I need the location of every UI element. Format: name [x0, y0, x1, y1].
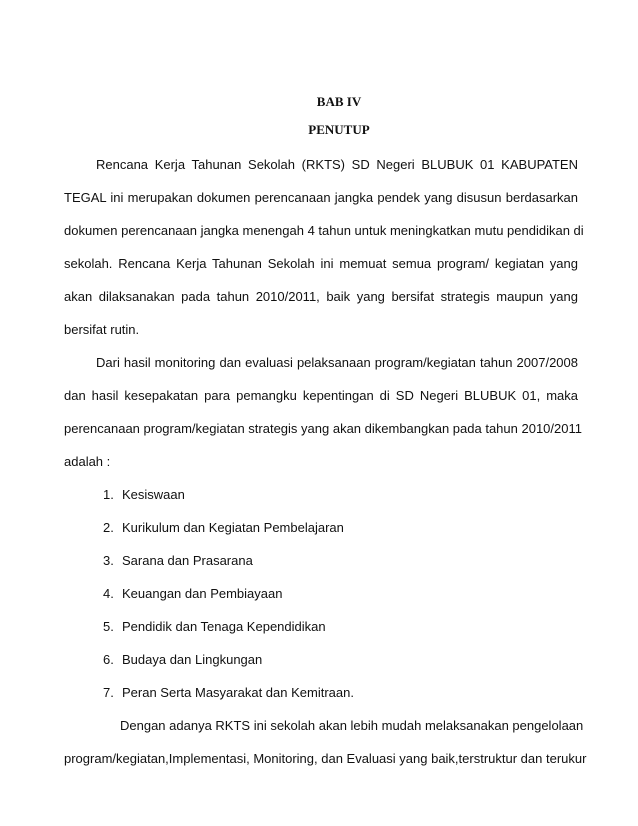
paragraph-line: Dari hasil monitoring dan evaluasi pelaksanaan program/kegiatan tahun 2007/2008 — [96, 355, 578, 370]
list-text: Budaya dan Lingkungan — [122, 652, 263, 667]
list-text: Pendidik dan Tenaga Kependidikan — [122, 619, 326, 634]
list-item — [103, 651, 262, 669]
paragraph-line: adalah : — [64, 454, 111, 469]
list-number: 6. — [103, 652, 114, 667]
paragraph-line: Rencana Kerja Tahunan Sekolah (RKTS) SD Negeri BLUBUK 01 KABUPATEN — [96, 157, 578, 172]
list-number: 2. — [103, 520, 114, 535]
paragraph-line: Dengan adanya RKTS ini sekolah akan lebih mudah melaksanakan pengelolaan — [120, 718, 584, 733]
paragraph-line: perencanaan program/kegiatan strategis yang akan dikembangkan pada tahun 2010/2011 — [64, 421, 582, 436]
list-item — [103, 552, 253, 570]
paragraph-line: program/kegiatan,Implementasi, Monitoring, dan Evaluasi yang baik,terstruktur dan terukur — [64, 751, 587, 766]
list-item — [103, 618, 326, 636]
list-item — [103, 684, 354, 702]
paragraph-line: sekolah. Rencana Kerja Tahunan Sekolah ini memuat semua program/ kegiatan yang — [64, 256, 578, 271]
list-text: Kurikulum dan Kegiatan Pembelajaran — [122, 520, 344, 535]
chapter-heading: BAB IV — [316, 94, 362, 109]
list-text: Sarana dan Prasarana — [122, 553, 253, 568]
list-number: 7. — [103, 685, 114, 700]
list-text: Keuangan dan Pembiayaan — [122, 586, 283, 601]
list-item — [103, 486, 185, 504]
paragraph-line: TEGAL ini merupakan dokumen perencanaan jangka pendek yang disusun berdasarkan — [64, 190, 578, 205]
list-number: 5. — [103, 619, 114, 634]
list-number: 4. — [103, 586, 114, 601]
paragraph-line: bersifat rutin. — [64, 322, 140, 337]
chapter-title: PENUTUP — [308, 122, 370, 137]
list-item — [103, 585, 282, 603]
paragraph-line: akan dilaksanakan pada tahun 2010/2011, baik yang bersifat strategis maupun yang — [64, 289, 578, 304]
list-number: 3. — [103, 553, 114, 568]
list-item — [103, 519, 344, 537]
paragraph-line: dan hasil kesepakatan para pemangku kepentingan di SD Negeri BLUBUK 01, maka — [64, 388, 578, 403]
list-number: 1. — [103, 487, 114, 502]
list-text: Peran Serta Masyarakat dan Kemitraan. — [122, 685, 354, 700]
list-text: Kesiswaan — [122, 487, 185, 502]
paragraph-line: dokumen perencanaan jangka menengah 4 tahun untuk meningkatkan mutu pendidikan di — [64, 223, 584, 238]
